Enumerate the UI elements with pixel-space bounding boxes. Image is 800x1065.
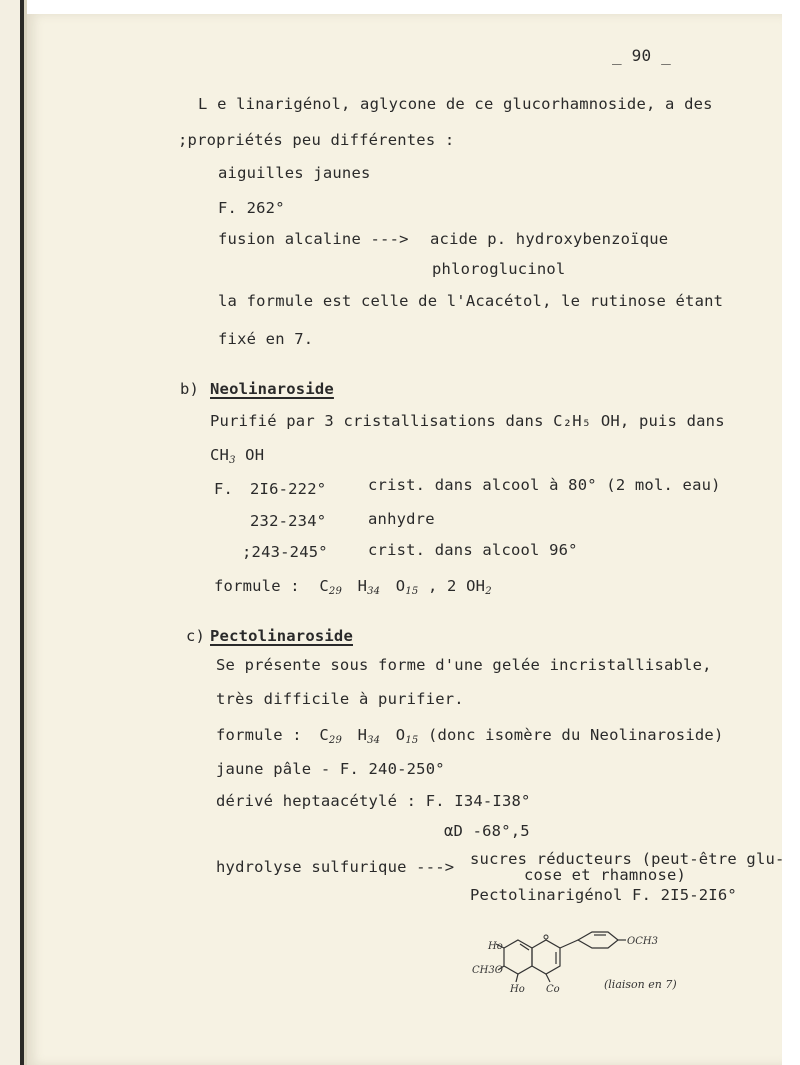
- formula-water: , 2 OH: [418, 577, 486, 595]
- label-co: Co: [546, 984, 560, 995]
- intro-line-7: la formule est celle de l'Acacétol, le rutinose étant: [218, 292, 724, 310]
- flavone-structure-diagram: [470, 920, 700, 1000]
- mp-row-2-temp: 232-234°: [250, 512, 327, 530]
- mp-row-2-desc: anhydre: [368, 510, 435, 528]
- section-c-line-2: très difficile à purifier.: [216, 690, 464, 708]
- formula-c-sub: 29: [328, 586, 343, 597]
- ring-oxygen: [544, 935, 548, 939]
- methanol-ch: CH: [210, 446, 230, 464]
- section-b-ethanol-formula: C₂H₅: [553, 412, 592, 430]
- intro-line-2: ;propriétés peu différentes :: [178, 131, 455, 149]
- formula-o: O: [395, 726, 406, 744]
- label-ch3o: CH3O: [472, 965, 503, 976]
- intro-line-6: phloroglucinol: [432, 260, 566, 278]
- label-ho-bottom: Ho: [510, 984, 525, 995]
- intro-line-5a: fusion alcaline --->: [218, 230, 409, 248]
- mp-row-3-desc: crist. dans alcool 96°: [368, 541, 578, 559]
- section-b-line-1: [210, 412, 725, 430]
- section-c-line-1: Se présente sous forme d'une gelée incristallisable,: [216, 656, 712, 674]
- co-bond: [546, 974, 550, 982]
- label-liaison-note: (liaison en 7): [604, 978, 677, 991]
- section-c-letter: c): [186, 627, 206, 645]
- section-b-line-1a: Purifié par 3 cristallisations dans: [210, 412, 554, 430]
- mp-row-3-temp: ;243-245°: [242, 543, 328, 561]
- formula-label: formule :: [216, 726, 302, 744]
- page-number: _ 90 _: [612, 46, 671, 65]
- formula-o: O: [395, 577, 406, 595]
- label-ho-top: Ho: [488, 941, 503, 952]
- page-spine: [24, 0, 27, 1065]
- section-c-line-5: dérivé heptaacétylé : F. I34-I38°: [216, 792, 531, 810]
- methanol-sub: 3: [229, 455, 236, 466]
- methanol-oh: OH: [235, 446, 265, 464]
- hydrolysis-result-3: Pectolinarigénol F. 2I5-2I6°: [470, 886, 737, 904]
- label-och3: OCH3: [627, 936, 658, 947]
- formula-h-sub: 34: [367, 735, 381, 746]
- formula-c: C: [319, 577, 329, 595]
- hydrolysis-label: hydrolyse sulfurique --->: [216, 858, 455, 876]
- intro-line-8: fixé en 7.: [218, 330, 314, 348]
- ring-a: [504, 940, 532, 974]
- section-c-title: Pectolinaroside: [210, 627, 353, 645]
- mp-row-1-temp: 2I6-222°: [250, 480, 327, 498]
- formula-h: H: [357, 726, 368, 744]
- intro-line-3: aiguilles jaunes: [218, 164, 371, 182]
- formula-o-sub: 15: [405, 735, 419, 746]
- formula-o-sub: 15: [405, 586, 419, 597]
- section-c-formula: [216, 726, 723, 746]
- alpha-d-value: αD -68°,5: [444, 822, 530, 840]
- ho-bottom-bond: [516, 974, 518, 982]
- section-b-title: Neolinaroside: [210, 380, 334, 398]
- formula-h: H: [357, 577, 368, 595]
- intro-line-5b: acide p. hydroxybenzoïque: [430, 230, 669, 248]
- mp-row-1-desc: crist. dans alcool à 80° (2 mol. eau): [368, 476, 721, 494]
- section-c-line-4: jaune pâle - F. 240-250°: [216, 760, 445, 778]
- formula-note: (donc isomère du Neolinaroside): [418, 726, 724, 744]
- formula-c: C: [319, 726, 329, 744]
- hydrolysis-result-1: sucres réducteurs (peut-être glu-: [470, 850, 785, 868]
- mp-label: F.: [214, 480, 234, 498]
- formula-c-sub: 29: [328, 735, 343, 746]
- ring-link: [560, 940, 578, 948]
- right-margin: [782, 0, 800, 1065]
- formula-label: formule :: [214, 577, 300, 595]
- document-page: [26, 14, 782, 1065]
- section-b-line-1b: OH, puis dans: [591, 412, 725, 430]
- hydrolysis-result-2: cose et rhamnose): [524, 866, 687, 884]
- formula-water-sub: 2: [485, 586, 492, 597]
- section-b-line-2: [210, 446, 264, 466]
- formula-h-sub: 34: [367, 586, 381, 597]
- intro-line-4: F. 262°: [218, 199, 285, 217]
- section-b-formula: [214, 577, 492, 597]
- section-b-letter: b): [180, 380, 200, 398]
- intro-line-1: L e linarigénol, aglycone de ce glucorhamnoside, a des: [198, 95, 713, 113]
